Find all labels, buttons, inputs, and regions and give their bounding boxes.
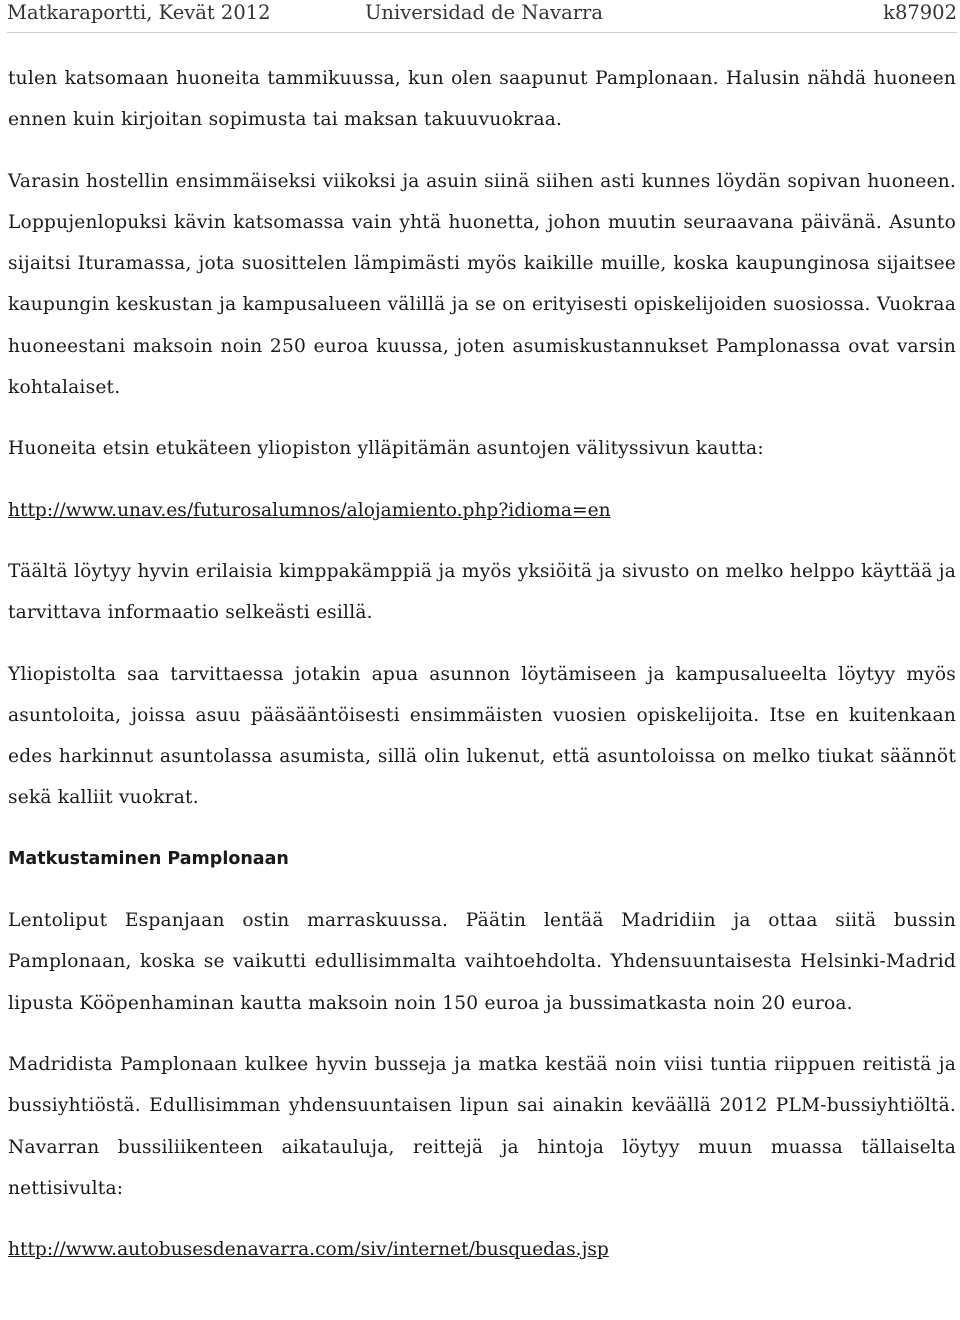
header-report-title: Matkaraportti, Kevät 2012 <box>7 1 271 24</box>
header-university: Universidad de Navarra <box>365 1 603 24</box>
paragraph-room-viewing: tulen katsomaan huoneita tammikuussa, kun olen saapunut Pamplonaan. Halusin nähdä huoneen ennen kuin kirjoitan sopimusta tai maksan takuuvuokraa. <box>8 68 956 131</box>
paragraph-room-search: Huoneita etsin etukäteen yliopiston ylläpitämän asuntojen välityssivun kautta: <box>8 438 764 460</box>
paragraph-dormitories: Yliopistolta saa tarvittaessa jotakin apua asunnon löytämiseen ja kampusalueelta löytyy myös asuntoloita, joissa asuu pääsääntöisesti ensimmäisten vuosien opiskelijoita. Itse en kuitenkaan edes harkinnut asuntolassa asumista, sillä olin lukenut, että asuntoloissa on melko tiukat säännöt sekä kalliit vuokrat. <box>8 663 956 809</box>
section-heading-travel: Matkustaminen Pamplonaan <box>8 848 289 869</box>
header-student-id: k87902 <box>883 1 957 24</box>
link-bus-timetables[interactable]: http://www.autobusesdenavarra.com/siv/internet/busquedas.jsp <box>8 1239 609 1261</box>
paragraph-hostel-apartment: Varasin hostellin ensimmäiseksi viikoksi ja asuin siinä siihen asti kunnes löydän sopivan huoneen. Loppujenlopuksi kävin katsomassa vain yhtä huonetta, johon muutin seuraavana päivänä. Asunto sijaitsi Ituramassa, jota suosittelen lämpimästi myös kaikille muille, koska kaupunginosa sijaitsee kaupungin keskustan ja kampusalueen välillä ja se on erityisesti opiskelijoiden suosiossa. Vuokraa huoneestani maksoin noin 250 euroa kuussa, joten asumiskustannukset Pamplonassa ovat varsin kohtalaiset. <box>8 170 956 399</box>
document-body <box>8 58 956 1270</box>
paragraph-site-description: Täältä löytyy hyvin erilaisia kimppakämppiä ja myös yksiöitä ja sivusto on melko helppo käyttää ja tarvittava informaatio selkeästi esillä. <box>8 560 956 624</box>
page-header <box>7 0 957 33</box>
paragraph-buses: Madridista Pamplonaan kulkee hyvin busseja ja matka kestää noin viisi tuntia riippuen reitistä ja bussiyhtiöstä. Edullisimman yhdensuuntaisen lipun sai ainakin keväällä 2012 PLM-bussiyhtiöltä. Navarran bussiliikenteen aikatauluja, reittejä ja hintoja löytyy muun muassa tällaiselta nettisivulta: <box>8 1053 956 1199</box>
link-unav-housing[interactable]: http://www.unav.es/futurosalumnos/alojamiento.php?idioma=en <box>8 499 611 521</box>
paragraph-flights: Lentoliput Espanjaan ostin marraskuussa. Päätin lentää Madridiin ja ottaa siitä bussin Pamplonaan, koska se vaikutti edullisimmalta vaihtoehdolta. Yhdensuuntaisesta Helsinki-Madrid lipusta Kööpenhaminan kautta maksoin noin 150 euroa ja bussimatkasta noin 20 euroa. <box>8 910 956 1014</box>
